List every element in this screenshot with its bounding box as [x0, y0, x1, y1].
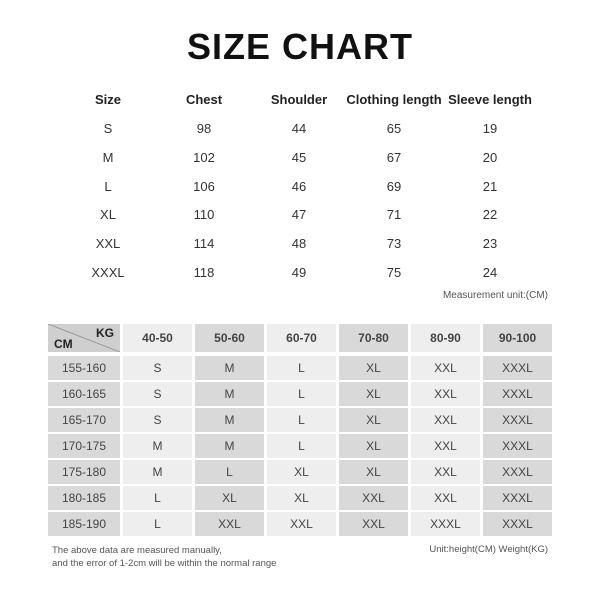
- grid-row: [48, 486, 552, 510]
- measurement-header-cell: Chest: [185, 92, 223, 107]
- measurement-cell: S: [103, 121, 113, 136]
- measurement-header-cell: Shoulder: [270, 92, 328, 107]
- corner-cm-label: CM: [54, 337, 73, 351]
- size-cell: S: [123, 382, 192, 406]
- weight-header-cell: 60-70: [267, 324, 336, 352]
- height-range-cell: 185-190: [48, 512, 120, 536]
- size-cell: XL: [339, 434, 408, 458]
- size-cell: M: [195, 408, 264, 432]
- measurement-row: [0, 150, 600, 170]
- size-cell: XXXL: [483, 512, 552, 536]
- measurement-cell: 67: [386, 149, 402, 165]
- size-cell: M: [123, 434, 192, 458]
- measurement-cell: 49: [291, 265, 307, 280]
- size-cell: L: [267, 356, 336, 380]
- size-cell: XXL: [411, 434, 480, 458]
- size-cell: XL: [267, 460, 336, 484]
- size-cell: XXL: [411, 408, 480, 432]
- measurement-cell: L: [104, 178, 112, 194]
- measurement-row: [0, 207, 600, 227]
- size-cell: XXL: [411, 486, 480, 510]
- measurement-row: [0, 236, 600, 256]
- measurement-cell: 21: [482, 178, 498, 194]
- height-range-cell: 165-170: [48, 408, 120, 432]
- size-cell: XL: [267, 486, 336, 510]
- height-range-cell: 155-160: [48, 356, 120, 380]
- size-cell: XXXL: [483, 460, 552, 484]
- corner-kg-label: KG: [96, 326, 114, 340]
- size-cell: XXXL: [411, 512, 480, 536]
- weight-header-cell: 80-90: [411, 324, 480, 352]
- grid-row: [48, 434, 552, 458]
- size-cell: XXL: [339, 486, 408, 510]
- measurement-header-cell: Sleeve length: [448, 92, 532, 107]
- size-cell: XXXL: [483, 486, 552, 510]
- size-cell: XXL: [411, 460, 480, 484]
- measurement-cell: 45: [291, 149, 307, 165]
- size-cell: L: [123, 486, 192, 510]
- grid-row: [48, 460, 552, 484]
- measurement-cell: 46: [291, 178, 307, 194]
- size-cell: XL: [195, 486, 264, 510]
- grid-header-row: [48, 324, 552, 352]
- measurement-cell: 71: [386, 207, 402, 223]
- height-range-cell: 180-185: [48, 486, 120, 510]
- footnote-line-1: The above data are measured manually,: [52, 545, 222, 556]
- size-cell: XXXL: [483, 356, 552, 380]
- size-cell: S: [123, 356, 192, 380]
- size-cell: XL: [339, 408, 408, 432]
- measurement-cell: 20: [482, 149, 498, 165]
- measurement-cell: XXXL: [91, 265, 125, 280]
- measurement-cell: 65: [386, 121, 402, 136]
- footnote-line-2: and the error of 1-2cm will be within the normal range: [52, 558, 277, 569]
- size-cell: XL: [339, 382, 408, 406]
- height-range-cell: 175-180: [48, 460, 120, 484]
- measurement-cell: 19: [482, 121, 498, 136]
- measurement-row: [0, 179, 600, 199]
- measurement-cell: 44: [291, 121, 307, 136]
- measurement-cell: 106: [193, 178, 215, 194]
- size-cell: XXXL: [483, 434, 552, 458]
- measurement-header-row: [0, 92, 600, 112]
- size-cell: XXL: [411, 382, 480, 406]
- weight-header-cell: 90-100: [483, 324, 552, 352]
- size-cell: L: [123, 512, 192, 536]
- size-cell: XL: [339, 460, 408, 484]
- measurement-cell: M: [102, 149, 114, 165]
- measurement-cell: 47: [291, 207, 307, 223]
- page-title: SIZE CHART: [187, 26, 413, 67]
- size-cell: S: [123, 408, 192, 432]
- height-range-cell: 170-175: [48, 434, 120, 458]
- measurement-row: [0, 265, 600, 285]
- grid-row: [48, 512, 552, 536]
- size-cell: M: [195, 382, 264, 406]
- grid-row: [48, 408, 552, 432]
- measurement-cell: XXL: [95, 236, 121, 252]
- measurement-unit-note: Measurement unit:(CM): [442, 290, 548, 301]
- measurement-cell: 22: [482, 207, 498, 223]
- measurement-cell: 73: [386, 236, 402, 252]
- grid-row: [48, 356, 552, 380]
- size-cell: M: [195, 434, 264, 458]
- unit-footer: Unit:height(CM) Weight(KG): [429, 544, 548, 555]
- measurement-cell: 23: [482, 236, 498, 252]
- size-cell: M: [195, 356, 264, 380]
- size-cell: L: [267, 408, 336, 432]
- measurement-cell: 102: [193, 149, 215, 165]
- weight-header-cell: 40-50: [123, 324, 192, 352]
- size-cell: XL: [339, 356, 408, 380]
- size-cell: M: [123, 460, 192, 484]
- grid-row: [48, 382, 552, 406]
- measurement-header-cell: Clothing length: [346, 92, 442, 107]
- measurement-header-cell: Size: [94, 92, 122, 107]
- measurement-cell: 98: [196, 121, 212, 136]
- weight-header-cell: 50-60: [195, 324, 264, 352]
- height-range-cell: 160-165: [48, 382, 120, 406]
- measurement-cell: XL: [100, 207, 116, 223]
- size-cell: L: [267, 434, 336, 458]
- weight-header-cell: 70-80: [339, 324, 408, 352]
- size-cell: XXL: [267, 512, 336, 536]
- size-cell: XXL: [411, 356, 480, 380]
- measurement-row: [0, 121, 600, 141]
- measurement-cell: 75: [386, 265, 402, 280]
- measurement-cell: 114: [193, 236, 215, 252]
- size-cell: XXL: [195, 512, 264, 536]
- measurement-cell: 118: [193, 265, 215, 280]
- size-cell: XXL: [339, 512, 408, 536]
- measurement-cell: 110: [193, 207, 215, 223]
- size-cell: XXXL: [483, 408, 552, 432]
- measurement-cell: 48: [291, 236, 307, 252]
- size-cell: L: [267, 382, 336, 406]
- size-cell: L: [195, 460, 264, 484]
- measurement-cell: 24: [482, 265, 498, 280]
- measurement-cell: 69: [386, 178, 402, 194]
- size-cell: XXXL: [483, 382, 552, 406]
- footnote: [52, 544, 276, 570]
